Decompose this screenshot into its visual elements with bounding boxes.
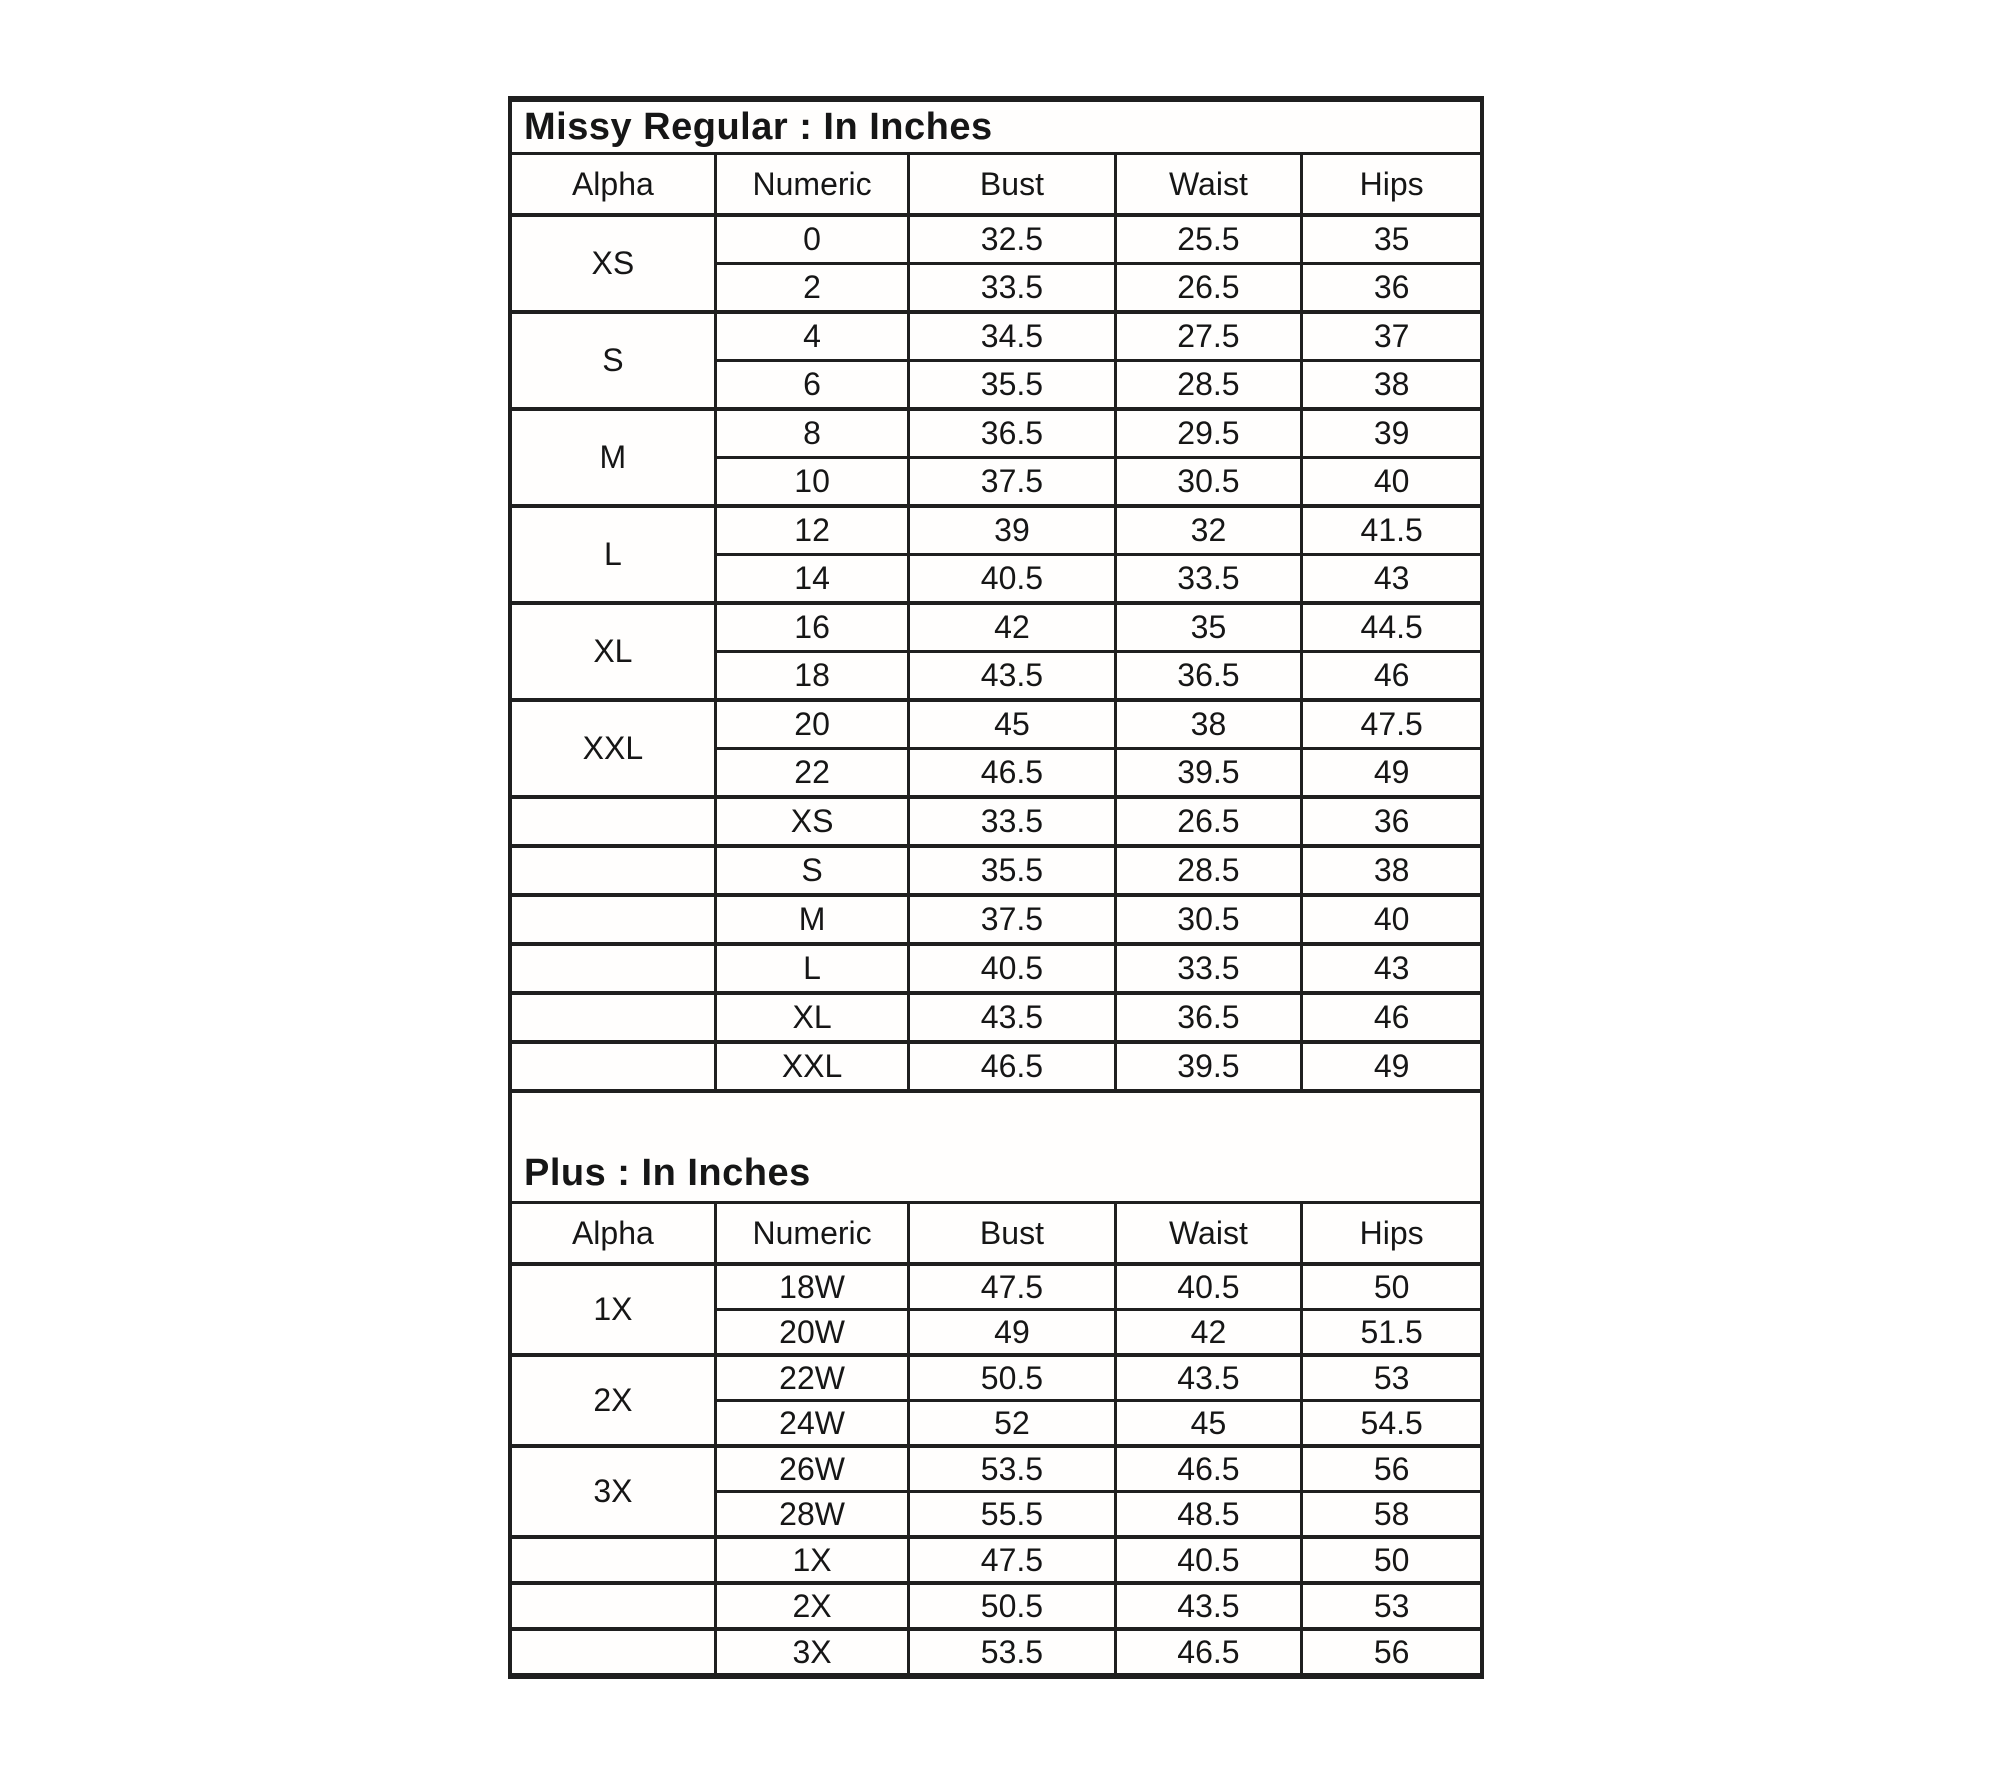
numeric-cell: XXL: [715, 1042, 909, 1089]
waist-cell: 26.5: [1115, 797, 1302, 846]
bust-cell: 36.5: [909, 409, 1115, 458]
alpha-cell-empty: [512, 1583, 715, 1629]
alpha-cell: XXL: [512, 700, 715, 797]
numeric-cell: 0: [715, 215, 909, 264]
missy-table-title: Missy Regular : In Inches: [512, 102, 1480, 155]
plus-section: [512, 1089, 1480, 1673]
bust-cell: 35.5: [909, 846, 1115, 895]
size-row: [512, 895, 1480, 944]
hips-cell: 38: [1302, 361, 1480, 410]
waist-cell: 46.5: [1115, 1629, 1302, 1673]
numeric-cell: 14: [715, 555, 909, 604]
waist-cell: 42: [1115, 1310, 1302, 1356]
size-row: [512, 846, 1480, 895]
numeric-cell: 22W: [715, 1355, 909, 1401]
bust-cell: 49: [909, 1310, 1115, 1356]
numeric-cell: 20W: [715, 1310, 909, 1356]
hips-cell: 36: [1302, 797, 1480, 846]
column-header-hips: Hips: [1302, 155, 1480, 215]
waist-cell: 36.5: [1115, 993, 1302, 1042]
alpha-cell-empty: [512, 993, 715, 1042]
bust-cell: 40.5: [909, 944, 1115, 993]
hips-cell: 50: [1302, 1537, 1480, 1583]
numeric-cell: 4: [715, 312, 909, 361]
size-row: [512, 944, 1480, 993]
size-row: [512, 1042, 1480, 1089]
hips-cell: 38: [1302, 846, 1480, 895]
numeric-cell: 18: [715, 652, 909, 701]
size-row: [512, 1264, 1480, 1310]
numeric-cell: 26W: [715, 1446, 909, 1492]
waist-cell: 45: [1115, 1401, 1302, 1447]
alpha-cell-empty: [512, 797, 715, 846]
column-header-bust: Bust: [909, 155, 1115, 215]
hips-cell: 37: [1302, 312, 1480, 361]
waist-cell: 43.5: [1115, 1583, 1302, 1629]
waist-cell: 29.5: [1115, 409, 1302, 458]
numeric-cell: 24W: [715, 1401, 909, 1447]
bust-cell: 53.5: [909, 1446, 1115, 1492]
size-row: [512, 700, 1480, 749]
hips-cell: 40: [1302, 895, 1480, 944]
waist-cell: 25.5: [1115, 215, 1302, 264]
numeric-cell: XS: [715, 797, 909, 846]
column-header-waist: Waist: [1115, 155, 1302, 215]
waist-cell: 28.5: [1115, 361, 1302, 410]
hips-cell: 41.5: [1302, 506, 1480, 555]
numeric-cell: 1X: [715, 1537, 909, 1583]
bust-cell: 45: [909, 700, 1115, 749]
bust-cell: 40.5: [909, 555, 1115, 604]
size-row: [512, 797, 1480, 846]
alpha-cell-empty: [512, 1537, 715, 1583]
hips-cell: 46: [1302, 652, 1480, 701]
plus-table-title: Plus : In Inches: [512, 1089, 1480, 1204]
alpha-cell-empty: [512, 1629, 715, 1673]
numeric-cell: 8: [715, 409, 909, 458]
numeric-cell: 12: [715, 506, 909, 555]
hips-cell: 56: [1302, 1629, 1480, 1673]
waist-cell: 35: [1115, 603, 1302, 652]
size-row: [512, 603, 1480, 652]
numeric-cell: S: [715, 846, 909, 895]
waist-cell: 32: [1115, 506, 1302, 555]
size-chart-block: [508, 96, 1484, 1679]
waist-cell: 30.5: [1115, 458, 1302, 507]
waist-cell: 38: [1115, 700, 1302, 749]
waist-cell: 28.5: [1115, 846, 1302, 895]
alpha-cell: 1X: [512, 1264, 715, 1355]
waist-cell: 39.5: [1115, 1042, 1302, 1089]
plus-size-table: [512, 1204, 1480, 1673]
hips-cell: 50: [1302, 1264, 1480, 1310]
column-header-waist: Waist: [1115, 1204, 1302, 1264]
column-header-bust: Bust: [909, 1204, 1115, 1264]
missy-size-table: [512, 155, 1480, 1089]
missy-section: [512, 102, 1480, 1089]
hips-cell: 47.5: [1302, 700, 1480, 749]
waist-cell: 33.5: [1115, 944, 1302, 993]
bust-cell: 35.5: [909, 361, 1115, 410]
hips-cell: 58: [1302, 1492, 1480, 1538]
hips-cell: 53: [1302, 1583, 1480, 1629]
numeric-cell: 2: [715, 264, 909, 313]
hips-cell: 36: [1302, 264, 1480, 313]
numeric-cell: 10: [715, 458, 909, 507]
hips-cell: 49: [1302, 1042, 1480, 1089]
column-header-alpha: Alpha: [512, 155, 715, 215]
numeric-cell: 2X: [715, 1583, 909, 1629]
hips-cell: 49: [1302, 749, 1480, 798]
hips-cell: 46: [1302, 993, 1480, 1042]
column-header-numeric: Numeric: [715, 155, 909, 215]
numeric-cell: 3X: [715, 1629, 909, 1673]
header-row: [512, 155, 1480, 215]
bust-cell: 52: [909, 1401, 1115, 1447]
bust-cell: 39: [909, 506, 1115, 555]
alpha-cell-empty: [512, 846, 715, 895]
alpha-cell: 2X: [512, 1355, 715, 1446]
waist-cell: 36.5: [1115, 652, 1302, 701]
size-row: [512, 993, 1480, 1042]
alpha-cell: M: [512, 409, 715, 506]
hips-cell: 40: [1302, 458, 1480, 507]
column-header-hips: Hips: [1302, 1204, 1480, 1264]
numeric-cell: M: [715, 895, 909, 944]
size-row: [512, 1583, 1480, 1629]
waist-cell: 48.5: [1115, 1492, 1302, 1538]
alpha-cell: L: [512, 506, 715, 603]
numeric-cell: 28W: [715, 1492, 909, 1538]
alpha-cell: XS: [512, 215, 715, 312]
bust-cell: 47.5: [909, 1537, 1115, 1583]
bust-cell: 37.5: [909, 458, 1115, 507]
bust-cell: 34.5: [909, 312, 1115, 361]
numeric-cell: 20: [715, 700, 909, 749]
size-row: [512, 1537, 1480, 1583]
bust-cell: 32.5: [909, 215, 1115, 264]
alpha-cell-empty: [512, 1042, 715, 1089]
bust-cell: 33.5: [909, 264, 1115, 313]
size-row: [512, 1446, 1480, 1492]
numeric-cell: 22: [715, 749, 909, 798]
size-row: [512, 1355, 1480, 1401]
alpha-cell-empty: [512, 895, 715, 944]
column-header-numeric: Numeric: [715, 1204, 909, 1264]
waist-cell: 27.5: [1115, 312, 1302, 361]
numeric-cell: L: [715, 944, 909, 993]
size-row: [512, 1629, 1480, 1673]
hips-cell: 56: [1302, 1446, 1480, 1492]
bust-cell: 55.5: [909, 1492, 1115, 1538]
size-row: [512, 506, 1480, 555]
waist-cell: 40.5: [1115, 1537, 1302, 1583]
bust-cell: 46.5: [909, 1042, 1115, 1089]
hips-cell: 43: [1302, 944, 1480, 993]
bust-cell: 53.5: [909, 1629, 1115, 1673]
column-header-alpha: Alpha: [512, 1204, 715, 1264]
header-row: [512, 1204, 1480, 1264]
alpha-cell: S: [512, 312, 715, 409]
bust-cell: 37.5: [909, 895, 1115, 944]
bust-cell: 43.5: [909, 993, 1115, 1042]
waist-cell: 33.5: [1115, 555, 1302, 604]
bust-cell: 47.5: [909, 1264, 1115, 1310]
hips-cell: 51.5: [1302, 1310, 1480, 1356]
hips-cell: 53: [1302, 1355, 1480, 1401]
hips-cell: 54.5: [1302, 1401, 1480, 1447]
size-row: [512, 215, 1480, 264]
bust-cell: 42: [909, 603, 1115, 652]
hips-cell: 39: [1302, 409, 1480, 458]
bust-cell: 50.5: [909, 1583, 1115, 1629]
bust-cell: 46.5: [909, 749, 1115, 798]
waist-cell: 43.5: [1115, 1355, 1302, 1401]
numeric-cell: 18W: [715, 1264, 909, 1310]
waist-cell: 40.5: [1115, 1264, 1302, 1310]
numeric-cell: 6: [715, 361, 909, 410]
hips-cell: 35: [1302, 215, 1480, 264]
hips-cell: 43: [1302, 555, 1480, 604]
bust-cell: 43.5: [909, 652, 1115, 701]
alpha-cell: 3X: [512, 1446, 715, 1537]
size-row: [512, 409, 1480, 458]
numeric-cell: XL: [715, 993, 909, 1042]
numeric-cell: 16: [715, 603, 909, 652]
alpha-cell-empty: [512, 944, 715, 993]
waist-cell: 46.5: [1115, 1446, 1302, 1492]
waist-cell: 30.5: [1115, 895, 1302, 944]
bust-cell: 33.5: [909, 797, 1115, 846]
size-row: [512, 312, 1480, 361]
bust-cell: 50.5: [909, 1355, 1115, 1401]
waist-cell: 39.5: [1115, 749, 1302, 798]
alpha-cell: XL: [512, 603, 715, 700]
waist-cell: 26.5: [1115, 264, 1302, 313]
hips-cell: 44.5: [1302, 603, 1480, 652]
